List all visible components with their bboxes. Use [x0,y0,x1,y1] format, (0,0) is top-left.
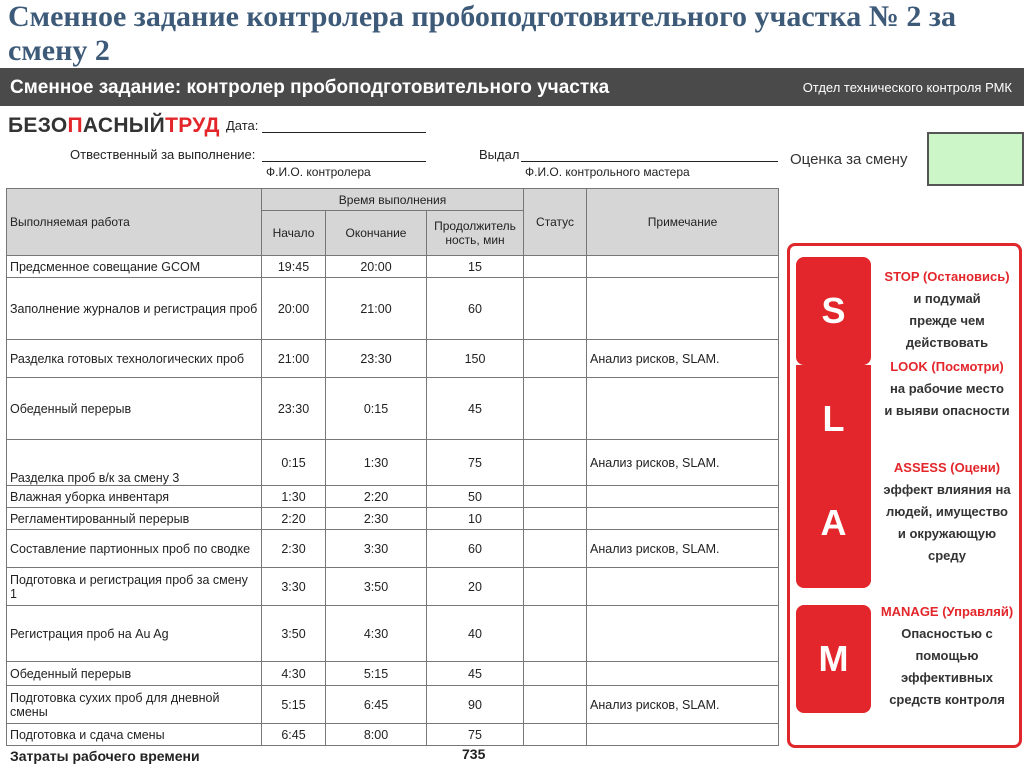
cell-work: Подготовка и сдача смены [7,724,262,746]
logo-part-1: БЕЗО [8,114,68,137]
cell-note [587,278,779,340]
cell-work: Предсменное совещание GCOM [7,256,262,278]
cell-work: Разделка готовых технологических проб [7,340,262,378]
slam-s-head: STOP (Остановись) [884,269,1010,284]
cell-duration: 10 [427,508,524,530]
logo [8,114,220,138]
cell-start: 5:15 [262,686,326,724]
cell-status[interactable] [524,686,587,724]
cell-note [587,662,779,686]
cell-duration: 40 [427,606,524,662]
cell-duration: 90 [427,686,524,724]
cell-note [587,378,779,440]
header-bar [0,68,1024,106]
cell-duration: 45 [427,378,524,440]
total-label: Затраты рабочего времени [10,748,200,764]
cell-work: Разделка проб в/к за смену 3 [7,440,262,486]
slam-a-line: и окружающую [897,526,997,541]
table-row [7,440,779,486]
schedule-table [6,188,779,746]
cell-end: 0:15 [326,378,427,440]
cell-start: 20:00 [262,278,326,340]
responsible-label: Отвественный за выполнение: [70,147,256,162]
cell-status[interactable] [524,724,587,746]
table-row [7,724,779,746]
cell-start: 0:15 [262,440,326,486]
cell-note [587,606,779,662]
cell-end: 4:30 [326,606,427,662]
issued-label: Выдал [479,147,520,162]
slam-m-text [872,601,1022,711]
cell-start: 2:30 [262,530,326,568]
cell-end: 3:30 [326,530,427,568]
cell-status[interactable] [524,508,587,530]
table-row [7,568,779,606]
cell-duration: 150 [427,340,524,378]
cell-note: Анализ рисков, SLAM. [587,440,779,486]
cell-note: Анализ рисков, SLAM. [587,530,779,568]
cell-start: 4:30 [262,662,326,686]
responsible-sub-label: Ф.И.О. контролера [266,165,371,179]
cell-status[interactable] [524,256,587,278]
cell-status[interactable] [524,530,587,568]
cell-note [587,486,779,508]
header-end: Окончание [326,211,427,256]
logo-part-3: АСНЫЙ [82,114,166,137]
header-start: Начало [262,211,326,256]
cell-note: Анализ рисков, SLAM. [587,340,779,378]
responsible-field[interactable] [262,161,426,162]
total-value: 735 [462,746,486,762]
table-row [7,256,779,278]
cell-status[interactable] [524,340,587,378]
cell-work: Подготовка и регистрация проб за смену 1 [7,568,262,606]
slam-s-letter: S [796,257,871,365]
cell-start: 1:30 [262,486,326,508]
slam-l-text [872,356,1022,422]
table-row [7,606,779,662]
cell-duration: 75 [427,440,524,486]
cell-work: Обеденный перерыв [7,378,262,440]
slam-m-line: средств контроля [889,692,1005,707]
slam-s-line: действовать [905,335,989,350]
cell-end: 1:30 [326,440,427,486]
header-bar-title: Сменное задание: контролер пробоподготовительного участка [10,77,610,98]
cell-duration: 60 [427,530,524,568]
table-row [7,508,779,530]
slide-title: Сменное задание контролера пробоподготовительного участка № 2 за смену 2 [8,0,956,67]
header-status: Статус [524,189,587,256]
cell-duration: 60 [427,278,524,340]
cell-status[interactable] [524,440,587,486]
table-row [7,662,779,686]
slam-m-letter: M [796,605,871,713]
cell-duration: 50 [427,486,524,508]
header-bar-department: Отдел технического контроля РМК [802,80,1012,95]
cell-status[interactable] [524,486,587,508]
cell-note [587,508,779,530]
logo-part-2: П [67,114,83,137]
cell-start: 3:50 [262,606,326,662]
table-row [7,278,779,340]
cell-start: 2:20 [262,508,326,530]
issued-sub-label: Ф.И.О. контрольного мастера [525,165,690,179]
cell-end: 2:20 [326,486,427,508]
header-duration: Продолжитель ность, мин [427,211,524,256]
table-row [7,686,779,724]
issued-field[interactable] [521,161,778,162]
cell-work: Регламентированный перерыв [7,508,262,530]
cell-end: 5:15 [326,662,427,686]
slam-m-head: MANAGE (Управляй) [880,604,1014,619]
slam-m-line: эффективных [900,670,994,685]
cell-start: 19:45 [262,256,326,278]
cell-start: 21:00 [262,340,326,378]
cell-status[interactable] [524,662,587,686]
table-row [7,530,779,568]
header-work: Выполняемая работа [7,189,262,256]
slam-a-letter: A [796,458,871,588]
slam-s-line: и подумай [913,291,981,306]
slam-l-head: LOOK (Посмотри) [890,359,1004,374]
cell-status[interactable] [524,278,587,340]
score-field[interactable] [927,132,1024,186]
cell-work: Регистрация проб на Au Ag [7,606,262,662]
cell-end: 8:00 [326,724,427,746]
cell-note [587,568,779,606]
cell-start: 3:30 [262,568,326,606]
logo-part-4: ТРУД [165,114,220,137]
cell-end: 3:50 [326,568,427,606]
slam-s-text [872,266,1022,354]
cell-note: Анализ рисков, SLAM. [587,686,779,724]
slam-a-text [872,457,1022,567]
cell-note [587,256,779,278]
cell-end: 21:00 [326,278,427,340]
cell-duration: 75 [427,724,524,746]
cell-start: 23:30 [262,378,326,440]
cell-status[interactable] [524,378,587,440]
date-field[interactable] [262,132,426,133]
cell-work: Составление партионных проб по сводке [7,530,262,568]
cell-start: 6:45 [262,724,326,746]
slam-l-line: на рабочие место [890,381,1004,396]
header-time-group: Время выполнения [262,189,524,211]
cell-work: Влажная уборка инвентаря [7,486,262,508]
slam-panel [787,243,1022,748]
score-label: Оценка за смену [790,151,908,168]
slam-l-line: и выяви опасности [884,403,1010,418]
date-label: Дата: [226,118,259,133]
cell-duration: 45 [427,662,524,686]
slam-m-line: Опасностью с [901,626,993,641]
cell-work: Заполнение журналов и регистрация проб [7,278,262,340]
slam-l-letter: L [796,365,871,473]
slam-a-line: эффект влияния на [883,482,1011,497]
cell-end: 20:00 [326,256,427,278]
cell-end: 6:45 [326,686,427,724]
header-note: Примечание [587,189,779,256]
cell-status[interactable] [524,568,587,606]
cell-end: 23:30 [326,340,427,378]
slam-a-head: ASSESS (Оцени) [893,460,1001,475]
cell-duration: 15 [427,256,524,278]
slam-a-line: среду [927,548,967,563]
cell-status[interactable] [524,606,587,662]
table-row [7,486,779,508]
cell-work: Обеденный перерыв [7,662,262,686]
slam-s-line: прежде чем [909,313,985,328]
slam-a-line: людей, имущество [886,504,1008,519]
table-row [7,340,779,378]
cell-duration: 20 [427,568,524,606]
cell-work: Подготовка сухих проб для дневной смены [7,686,262,724]
cell-note [587,724,779,746]
cell-end: 2:30 [326,508,427,530]
table-row [7,378,779,440]
slam-m-line: помощью [915,648,979,663]
